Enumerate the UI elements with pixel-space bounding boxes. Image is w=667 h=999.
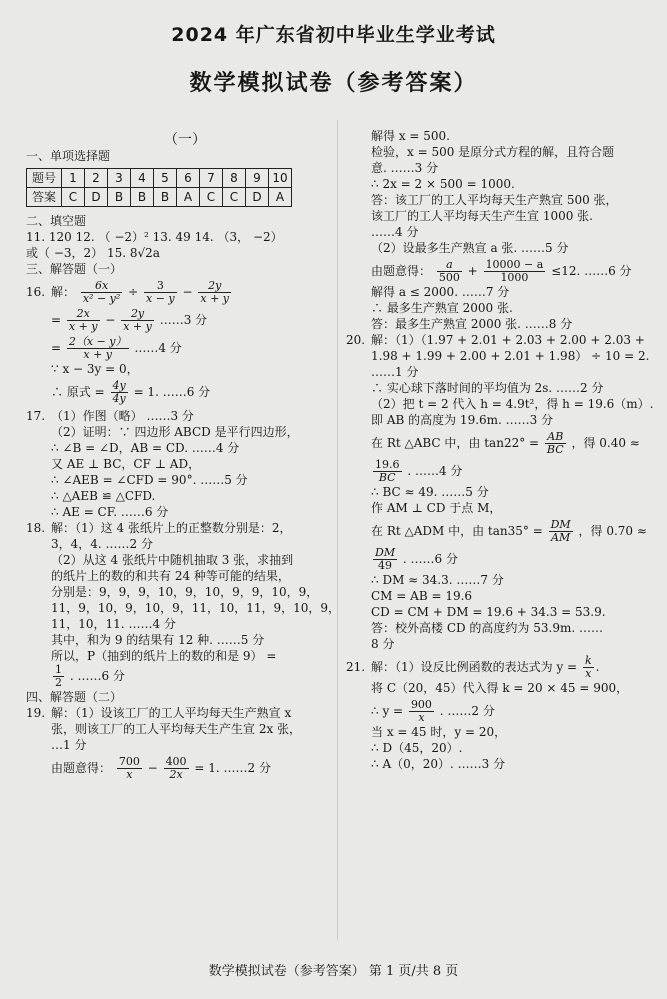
- text-line: [26, 520, 344, 536]
- text-line: （2）设最多生产熟宣 a 张. ……5 分: [371, 241, 569, 255]
- operator: +: [467, 264, 478, 278]
- denominator: x: [126, 768, 133, 781]
- text-line: ……4 分: [371, 225, 419, 239]
- numerator: 2x: [67, 308, 100, 321]
- fraction: [67, 308, 100, 333]
- part-label: （一）: [164, 132, 206, 148]
- text-line: 当 x = 45 时，y = 20，: [371, 725, 507, 739]
- text-span: ∴ 原式 =: [51, 385, 105, 399]
- text-span: 解：: [51, 285, 76, 299]
- text-line: 检验，x = 500 是原分式方程的解，且符合题: [371, 145, 615, 159]
- table-cell: B: [131, 188, 154, 207]
- question-number: 16.: [26, 285, 46, 299]
- fraction: [437, 259, 462, 284]
- table-cell: 3: [108, 169, 131, 188]
- table-cell: 5: [154, 169, 177, 188]
- numerator: 3: [144, 280, 177, 293]
- fraction: [117, 756, 142, 781]
- score-note: . ……6 分: [69, 669, 125, 683]
- math-line: [346, 431, 646, 456]
- text-line: ∴ ∠B = ∠D，AB = CD. ……4 分: [51, 441, 240, 455]
- fraction: [164, 756, 189, 781]
- text-line: 张，则该工厂的工人平均每天生产生宣 2x 张，: [51, 722, 302, 736]
- math-line: [26, 380, 344, 405]
- fraction: [549, 519, 573, 544]
- math-line: [346, 519, 646, 544]
- math-line: [26, 756, 344, 781]
- exam-title: 2024 年广东省初中毕业生学业考试: [171, 24, 496, 46]
- text-line: ∴ DM ≈ 34.3. ……7 分: [371, 573, 504, 587]
- denominator: 500: [438, 271, 460, 284]
- table-cell: 10: [269, 169, 292, 188]
- text-line: 11. 120 12. （ −2）² 13. 49 14. （3， −2）: [26, 230, 283, 244]
- text-line: ∴ ∠AEB = ∠CFD = 90°. ……5 分: [51, 473, 248, 487]
- section-heading: 二、填空题: [26, 214, 87, 228]
- denominator: 2x: [169, 768, 183, 781]
- text-span: 解：（1）设该工厂的工人平均每天生产熟宣 x: [51, 706, 292, 720]
- denominator: 49: [378, 559, 393, 572]
- text-line: ∴ 2x = 2 × 500 = 1000.: [371, 177, 515, 191]
- numerator: 1: [55, 663, 62, 676]
- score-note: ≤12. ……6 分: [551, 264, 632, 278]
- denominator: 2: [55, 676, 62, 689]
- text-line: 又 AE ⊥ BC，CF ⊥ AD，: [51, 457, 201, 471]
- fraction: [111, 380, 128, 405]
- text-line: 8 分: [371, 637, 395, 651]
- fraction: [545, 431, 566, 456]
- table-row: [27, 169, 292, 188]
- fraction: [373, 459, 402, 484]
- text-line: CM = AB = 19.6: [371, 589, 473, 603]
- denominator: x: [418, 711, 425, 724]
- text-span: 解：（1）设反比例函数的表达式为 y =: [371, 660, 578, 674]
- text-line: （2）从这 4 张纸片中随机抽取 3 张，求抽到: [51, 553, 294, 567]
- fraction: [53, 664, 64, 689]
- denominator: x + y: [123, 320, 152, 333]
- math-line: [346, 259, 646, 284]
- table-cell: C: [62, 188, 85, 207]
- fraction: [583, 655, 594, 680]
- text-line: [26, 705, 344, 721]
- text-line: （2）把 t = 2 代入 h = 4.9t²，得 h = 19.6（m）.: [371, 397, 654, 411]
- text-line: ∴ 最多生产熟宣 2000 张.: [371, 301, 513, 315]
- right-column: [346, 128, 654, 772]
- denominator: BC: [546, 443, 564, 456]
- denominator: x + y: [200, 292, 230, 305]
- section-heading: 一、单项选择题: [26, 149, 111, 163]
- denominator: x: [585, 667, 592, 680]
- table-cell: 8: [223, 169, 246, 188]
- text-line: 答：最多生产熟宣 2000 张. ……8 分: [371, 317, 573, 331]
- numerator: 2y: [198, 280, 231, 293]
- math-line: = $\frac{2(x - y)}{x + y}$ ……4 分: [51, 335, 182, 361]
- text-line: ∴ 实心球下落时间的平均值为 2s. ……2 分: [371, 381, 604, 395]
- math-line: [26, 664, 344, 689]
- exam-subtitle: 数学模拟试卷（参考答案）: [189, 71, 478, 96]
- operator: −: [105, 313, 116, 327]
- operator: −: [182, 285, 193, 299]
- question-number: 19.: [26, 706, 46, 720]
- denominator: AM: [551, 531, 571, 544]
- score-note: ……4 分: [134, 341, 182, 355]
- score-note: . ……4 分: [407, 464, 463, 478]
- text-line: 分别是：9，9，9，10，9，10，9，9，10，9，: [51, 585, 319, 599]
- fraction: [484, 259, 546, 284]
- text-span: 由题意得：: [51, 761, 112, 775]
- text-line: 将 C（20，45）代入得 k = 20 × 45 = 900，: [371, 681, 629, 695]
- text-line: 的纸片上的数的和共有 24 种等可能的结果，: [51, 569, 290, 583]
- numerator: AB: [545, 431, 566, 444]
- denominator: x + y: [68, 320, 98, 333]
- score-note: . ……6 分: [402, 552, 459, 566]
- fraction: [198, 280, 231, 305]
- numerator: k: [584, 654, 592, 667]
- text-span: 在 Rt △ADM 中，由 tan35° =: [371, 524, 543, 538]
- question-number: 18.: [26, 521, 46, 535]
- operator: ÷: [128, 285, 139, 299]
- numerator: 19.6: [375, 458, 400, 471]
- math-line: [346, 547, 646, 572]
- numerator: 2y: [121, 308, 154, 321]
- score-note: = 1. ……6 分: [133, 385, 211, 399]
- text-line: 意. ……3 分: [371, 161, 439, 175]
- question-number: 17.: [26, 409, 46, 423]
- text-line: 1.98 + 1.99 + 2.00 + 2.01 + 1.98） ÷ 10 = 2.: [371, 349, 650, 363]
- table-cell: 1: [62, 169, 85, 188]
- text-line: ∵ x − 3y = 0，: [51, 362, 139, 376]
- text-line: 该工厂的工人平均每天生产生宣 1000 张.: [371, 209, 593, 223]
- section-heading: 三、解答题（一）: [26, 262, 123, 276]
- text-line: ∴ A（0，20）. ……3 分: [371, 757, 506, 771]
- table-row: [27, 188, 292, 207]
- text-span: .: [595, 660, 600, 674]
- fraction: [144, 280, 177, 305]
- table-cell: 2: [85, 169, 108, 188]
- text-line: 所以，P（抽到的纸片上的数的和是 9） =: [51, 649, 277, 663]
- numerator: 10000 − a: [485, 258, 544, 271]
- denominator: x² − y²: [82, 292, 121, 305]
- text-line: （2）证明：∵ 四边形 ABCD 是平行四边形，: [51, 425, 299, 439]
- text-line: 解得 x = 500.: [371, 129, 450, 143]
- numerator: DM: [375, 546, 396, 559]
- fraction: [373, 547, 397, 572]
- left-column: [26, 132, 344, 781]
- question-number: 20.: [346, 333, 366, 347]
- denominator: BC: [378, 471, 396, 484]
- text-line: 即 AB 的高度为 19.6m. ……3 分: [371, 413, 554, 427]
- text-span: 解：（1）这 4 张纸片上的正整数分别是：2，: [51, 521, 292, 535]
- text-line: 答：该工厂的工人平均每天生产熟宣 500 张，: [371, 193, 618, 207]
- numerator: a: [437, 259, 462, 272]
- table-cell: C: [200, 188, 223, 207]
- text-line: 或（ −3，2） 15. 8√2a: [26, 246, 160, 260]
- math-line: [26, 280, 344, 305]
- table-cell: 6: [177, 169, 200, 188]
- math-line: = $\frac{2x}{x + y}$ − $\frac{2y}{x + y}$ ……3 分: [51, 307, 208, 333]
- numerator: 6x: [81, 280, 122, 293]
- table-cell: D: [246, 188, 269, 207]
- score-note: ……3 分: [159, 313, 208, 327]
- denominator: 1000: [500, 271, 529, 284]
- fraction: [67, 336, 129, 361]
- question-number: 21.: [346, 660, 366, 674]
- text-span: （1）作图（略） ……3 分: [51, 409, 194, 423]
- text-line: 解得 a ≤ 2000. ……7 分: [371, 285, 510, 299]
- numerator: 700: [118, 755, 140, 768]
- text-line: ∴ △AEB ≌ △CFD.: [51, 489, 156, 503]
- page-footer: 数学模拟试卷（参考答案） 第 1 页/共 8 页: [208, 964, 459, 979]
- numerator: 900: [410, 698, 432, 711]
- table-cell: 4: [131, 169, 154, 188]
- score-note: . ……2 分: [439, 704, 495, 718]
- text-line: ∴ BC ≈ 49. ……5 分: [371, 485, 489, 499]
- text-span: ，得 0.40 ≈: [571, 436, 640, 450]
- text-span: 由题意得：: [371, 264, 432, 278]
- fraction: [81, 280, 122, 305]
- math-line: [346, 655, 646, 680]
- text-line: ∴ D（45，20）.: [371, 741, 463, 755]
- table-cell: 7: [200, 169, 223, 188]
- table-cell: 9: [246, 169, 269, 188]
- numerator: 4y: [112, 379, 126, 392]
- numerator: 2（x − y）: [68, 335, 127, 348]
- table-cell: 答案: [27, 188, 62, 207]
- denominator: 4y: [112, 392, 126, 405]
- text-line: CD = CM + DM = 19.6 + 34.3 = 53.9.: [371, 605, 606, 619]
- math-line: [346, 459, 646, 484]
- text-line: 11，9，10，9，10，9，11，10，11，9，10，9，: [51, 601, 341, 615]
- operator: −: [147, 761, 158, 775]
- table-cell: B: [108, 188, 131, 207]
- text-line: 其中，和为 9 的结果有 12 种. ……5 分: [51, 633, 265, 647]
- table-cell: C: [223, 188, 246, 207]
- denominator: x − y: [146, 292, 175, 305]
- text-line: [26, 408, 344, 424]
- text-line: 3，4，4. ……2 分: [51, 537, 153, 551]
- text-line: ∴ AE = CF. ……6 分: [51, 505, 169, 519]
- text-line: ……1 分: [371, 365, 419, 379]
- text-span: 解：（1）（1.97 + 2.01 + 2.03 + 2.00 + 2.03 +: [371, 333, 645, 347]
- section-heading: 四、解答题（二）: [26, 690, 123, 704]
- numerator: DM: [550, 518, 571, 531]
- text-span: 在 Rt △ABC 中，由 tan22° =: [371, 436, 540, 450]
- text-span: ，得 0.70 ≈: [578, 524, 647, 538]
- table-cell: A: [269, 188, 292, 207]
- text-line: 11，10，11. ……4 分: [51, 617, 176, 631]
- fraction: [121, 308, 154, 333]
- text-line: [346, 332, 646, 348]
- table-cell: A: [177, 188, 200, 207]
- text-line: …1 分: [51, 738, 87, 752]
- numerator: 400: [165, 755, 187, 768]
- table-cell: D: [85, 188, 108, 207]
- table-cell: B: [154, 188, 177, 207]
- denominator: x + y: [83, 348, 113, 361]
- text-line: 作 AM ⊥ CD 于点 M，: [371, 501, 502, 515]
- table-cell: 题号: [27, 169, 62, 188]
- text-line: 答：校外高楼 CD 的高度约为 53.9m. ……: [371, 621, 603, 635]
- text-span: ∴ y =: [371, 704, 404, 718]
- answer-table: [26, 168, 292, 207]
- score-note: = 1. ……2 分: [194, 761, 271, 775]
- math-line: [346, 699, 646, 724]
- fraction: [409, 699, 434, 724]
